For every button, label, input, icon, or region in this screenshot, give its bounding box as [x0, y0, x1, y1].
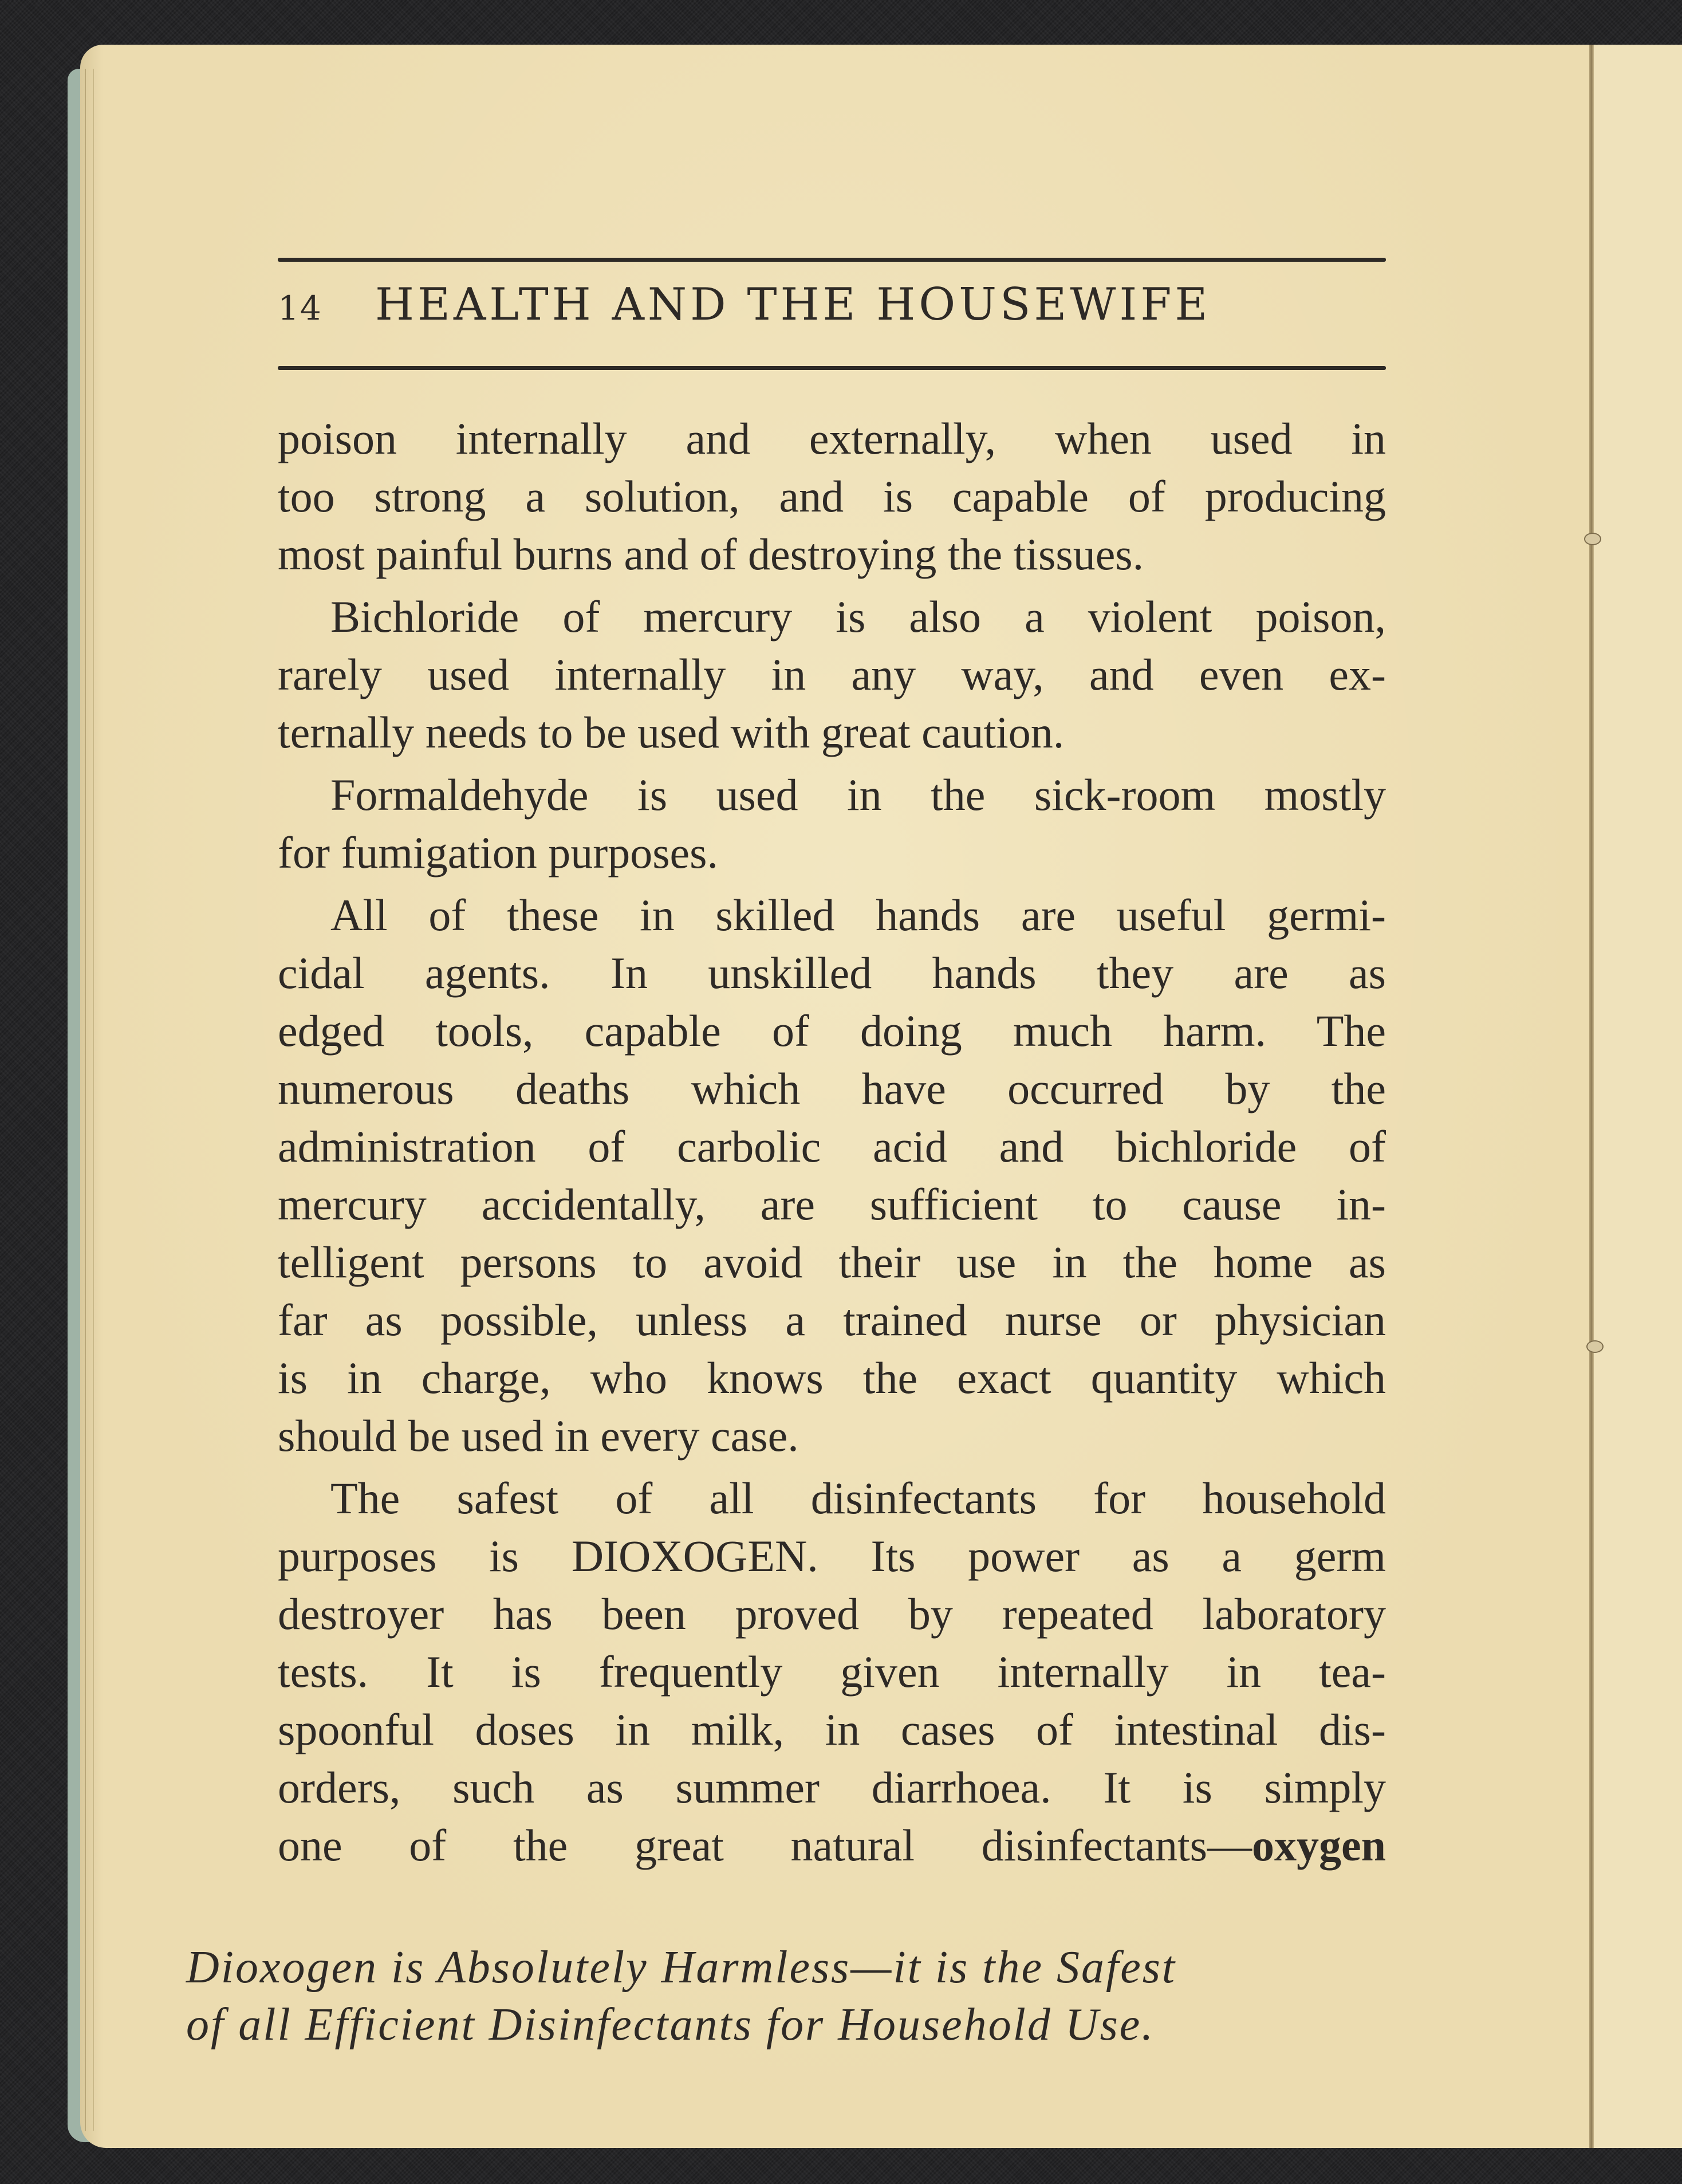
text-line: edged tools, capable of doing much harm. The	[278, 1006, 1386, 1056]
text-line-final	[278, 1816, 1386, 1874]
body-text	[278, 410, 1386, 1879]
page-number: 14	[278, 289, 322, 328]
text-line: administration of carbolic acid and bichloride of	[278, 1121, 1386, 1171]
text-line: tests. It is frequently given internally in tea-	[278, 1647, 1386, 1697]
paragraph-1	[278, 410, 1386, 583]
text-line: cidal agents. In unskilled hands they are as	[278, 948, 1386, 998]
text-line: mercury accidentally, are sufficient to cause in-	[278, 1179, 1386, 1229]
text-line: too strong a solution, and is capable of producing	[278, 471, 1386, 521]
bottom-rule	[278, 366, 1386, 370]
text-line: Formaldehyde is used in the sick-room mostly	[330, 770, 1386, 820]
running-head-title: HEALTH AND THE HOUSEWIFE	[375, 279, 1211, 330]
binding-stitch-icon	[1586, 1340, 1604, 1353]
paragraph-5	[278, 1469, 1386, 1874]
paragraph-2	[278, 588, 1386, 761]
text-line: should be used in every case.	[278, 1411, 799, 1461]
text-line: spoonful doses in milk, in cases of intestinal dis-	[278, 1705, 1386, 1754]
footer-line-2: of all Efficient Disinfectants for Household Use.	[186, 2000, 1155, 2050]
book-gutter	[1589, 45, 1594, 2148]
text-line: numerous deaths which have occurred by the	[278, 1064, 1386, 1113]
text-line: destroyer has been proved by repeated laboratory	[278, 1589, 1386, 1639]
emphasis-oxygen: oxygen	[1252, 1820, 1386, 1870]
facing-page-edge	[1594, 45, 1682, 2148]
text-line: rarely used internally in any way, and even ex-	[278, 650, 1386, 699]
text-line: The safest of all disinfectants for household	[330, 1473, 1386, 1523]
running-head-line	[278, 262, 1386, 366]
text-line: is in charge, who knows the exact quantity which	[278, 1353, 1386, 1403]
text-line: far as possible, unless a trained nurse or physician	[278, 1295, 1386, 1345]
page-stack-edge	[85, 69, 94, 2131]
paragraph-3	[278, 766, 1386, 882]
text-line: most painful burns and of destroying the tissues.	[278, 529, 1144, 579]
text-line: All of these in skilled hands are useful germi-	[330, 890, 1386, 940]
advertisement-footer	[186, 1939, 1274, 2053]
text-line: orders, such as summer diarrhoea. It is simply	[278, 1762, 1386, 1812]
binding-stitch-icon	[1584, 533, 1601, 545]
running-head	[278, 258, 1386, 370]
text-line: Bichloride of mercury is also a violent poison,	[330, 592, 1386, 642]
footer-line-1: Dioxogen is Absolutely Harmless—it is the Safest	[186, 1942, 1177, 1993]
text-line: ternally needs to be used with great caution.	[278, 707, 1065, 757]
text-line: telligent persons to avoid their use in the home as	[278, 1237, 1386, 1287]
top-rule	[278, 258, 1386, 262]
paragraph-4	[278, 886, 1386, 1465]
final-line-text: one of the great natural disinfectants—	[278, 1820, 1252, 1870]
text-line: for fumigation purposes.	[278, 828, 719, 877]
text-line: purposes is DIOXOGEN. Its power as a germ	[278, 1531, 1386, 1581]
text-line: poison internally and externally, when used in	[278, 414, 1386, 463]
